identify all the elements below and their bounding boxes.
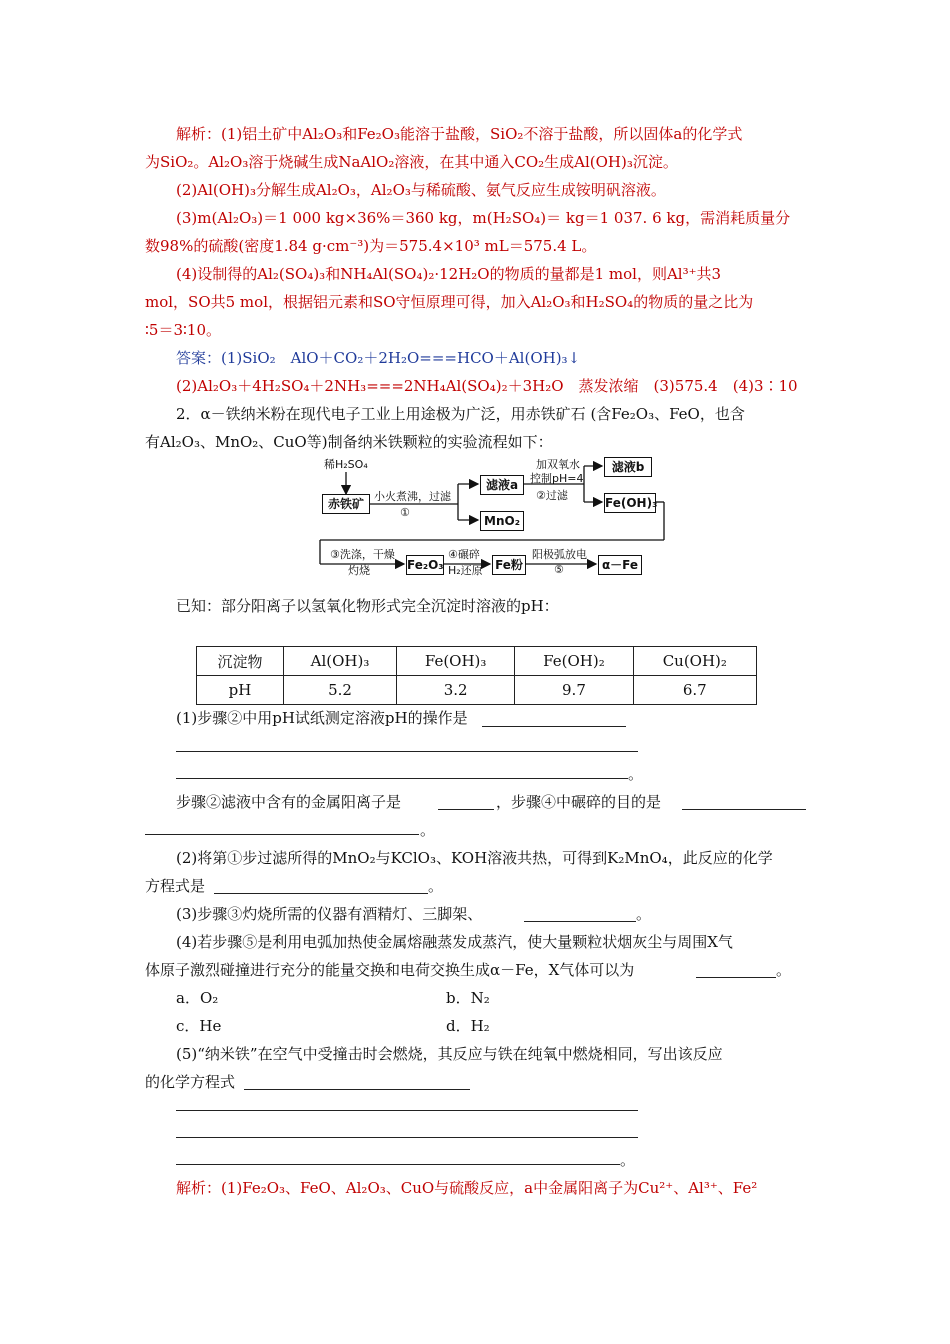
analysis-line: (3)m(Al₂O₃)＝1 000 kg×36%＝360 kg，m(H₂SO₄)＝ kg＝1 037. 6 kg，需消耗质量分	[176, 209, 791, 227]
table-header-cell: Fe(OH)₃	[396, 647, 514, 676]
flow-ore-box: 赤铁矿	[322, 494, 370, 514]
option-c[interactable]: c．He	[176, 1017, 222, 1035]
answer-blank[interactable]	[482, 725, 626, 727]
flow-fe2o3-box: Fe₂O₃	[406, 555, 444, 575]
answer-blank[interactable]	[438, 808, 494, 810]
table-header-cell: Al(OH)₃	[284, 647, 397, 676]
analysis-line: 解析：(1)铝土矿中Al₂O₃和Fe₂O₃能溶于盐酸，SiO₂不溶于盐酸，所以固体a的化学式	[176, 125, 743, 143]
flow-mno2-box: MnO₂	[480, 511, 524, 531]
table-cell: 5.2	[284, 676, 397, 705]
flow-step5-label: 阳极弧放电	[532, 548, 587, 561]
question-4-cont: 体原子激烈碰撞进行充分的能量交换和电荷交换生成α－Fe，X气体可以为	[145, 961, 635, 979]
flow-diagram	[300, 456, 670, 576]
option-b[interactable]: b．N₂	[446, 989, 490, 1007]
flow-feoh3-box: Fe(OH)₃	[604, 493, 656, 513]
analysis-line: (2)Al(OH)₃分解生成Al₂O₃，Al₂O₃与稀硫酸、氨气反应生成铵明矾溶液。	[176, 181, 666, 199]
flow-step2-label: ②过滤	[536, 489, 568, 502]
flow-step3-label: ③洗涤，干燥	[330, 548, 395, 561]
analysis-line: (4)设制得的Al₂(SO₄)₃和NH₄Al(SO₄)₂·12H₂O的物质的量都是1 mol，则Al³⁺共3	[176, 265, 722, 283]
option-a[interactable]: a．O₂	[176, 989, 219, 1007]
table-header-cell: Fe(OH)₂	[515, 647, 633, 676]
question-4: (4)若步骤⑤是利用电弧加热使金属熔融蒸发成蒸汽，使大量颗粒状烟灰尘与周围X气	[176, 933, 733, 951]
answer-blank[interactable]	[176, 1163, 620, 1165]
answer-line: 答案：(1)SiO₂ AlO＋CO₂＋2H₂O===HCO＋Al(OH)₃↓	[176, 349, 581, 367]
answer-blank[interactable]	[176, 1136, 638, 1138]
period: 。	[636, 905, 652, 923]
flow-step4-sub: H₂还原	[448, 564, 483, 577]
question-5: (5)“纳米铁”在空气中受撞击时会燃烧，其反应与铁在纯氧中燃烧相同，写出该反应	[176, 1045, 723, 1063]
table-row	[197, 676, 757, 705]
period: 。	[776, 961, 792, 979]
flow-ph-label: 控制pH=4	[530, 472, 584, 485]
question-intro: 2．α－铁纳米粉在现代电子工业上用途极为广泛，用赤铁矿石 (含Fe₂O₃、FeO，也含	[176, 405, 745, 423]
answer-blank[interactable]	[682, 808, 806, 810]
period: 。	[420, 821, 436, 839]
flow-step5-num: ⑤	[554, 563, 564, 576]
table-cell: 6.7	[633, 676, 756, 705]
question-1b: 步骤②滤液中含有的金属阳离子是	[176, 793, 402, 811]
flow-step1-label: 小火煮沸，过滤	[374, 490, 451, 503]
answer-blank[interactable]	[696, 976, 776, 978]
known-text: 已知：部分阳离子以氢氧化物形式完全沉淀时溶液的pH：	[176, 597, 559, 615]
analysis-line: mol，SO共5 mol，根据铝元素和SO守恒原理可得，加入Al₂O₃和H₂SO₄的物质的量之比为	[145, 293, 754, 311]
flow-h2o2-label: 加双氧水	[536, 458, 580, 471]
analysis-line: 为SiO₂。Al₂O₃溶于烧碱生成NaAlO₂溶液，在其中通入CO₂生成Al(OH)₃沉淀。	[145, 153, 678, 171]
analysis-line: ∶5＝3∶10。	[145, 321, 221, 339]
flow-alpha-fe-box: α－Fe	[598, 555, 642, 575]
table-header-cell: 沉淀物	[197, 647, 284, 676]
answer-line: (2)Al₂O₃＋4H₂SO₄＋2NH₃===2NH₄Al(SO₄)₂＋3H₂O 蒸发浓缩 (3)575.4 (4)3∶10	[176, 377, 798, 395]
question-3: (3)步骤③灼烧所需的仪器有酒精灯、三脚架、	[176, 905, 483, 923]
question-2-cont: 方程式是	[145, 877, 206, 895]
answer-blank[interactable]	[176, 777, 628, 779]
question-2: (2)将第①步过滤所得的MnO₂与KClO₃、KOH溶液共热，可得到K₂MnO₄，此反应的化学	[176, 849, 773, 867]
table-cell: pH	[197, 676, 284, 705]
question-5-cont: 的化学方程式	[145, 1073, 236, 1091]
option-d[interactable]: d．H₂	[446, 1017, 490, 1035]
table-cell: 9.7	[515, 676, 633, 705]
flow-fe-powder-box: Fe粉	[492, 555, 526, 575]
answer-blank[interactable]	[176, 1109, 638, 1111]
answer-blank[interactable]	[524, 920, 636, 922]
question-1: (1)步骤②中用pH试纸测定溶液pH的操作是	[176, 709, 468, 727]
analysis-line: 数98%的硫酸(密度1.84 g·cm⁻³)为＝575.4×10³ mL＝575.4 L。	[145, 237, 597, 255]
flow-step4-label: ④碾碎	[448, 548, 480, 561]
answer-blank[interactable]	[244, 1088, 470, 1090]
ph-table	[196, 646, 757, 705]
table-cell: 3.2	[396, 676, 514, 705]
flow-filtrate-a-box: 滤液a	[480, 475, 524, 495]
question-intro: 有Al₂O₃、MnO₂、CuO等)制备纳米铁颗粒的实验流程如下：	[145, 433, 553, 451]
flow-step3-sub: 灼烧	[348, 564, 370, 577]
flow-reagent: 稀H₂SO₄	[324, 458, 368, 471]
analysis-line: 解析：(1)Fe₂O₃、FeO、Al₂O₃、CuO与硫酸反应，a中金属阳离子为Cu²⁺、Al³⁺、Fe²	[176, 1179, 758, 1197]
period: 。	[620, 1151, 636, 1169]
question-1b-mid: ，步骤④中碾碎的目的是	[496, 793, 662, 811]
table-header-cell: Cu(OH)₂	[633, 647, 756, 676]
period: 。	[428, 877, 444, 895]
flow-filtrate-b-box: 滤液b	[604, 457, 652, 477]
answer-blank[interactable]	[214, 892, 428, 894]
flow-step1-num: ①	[400, 506, 410, 519]
period: 。	[628, 765, 644, 783]
answer-blank[interactable]	[176, 750, 638, 752]
answer-blank[interactable]	[145, 833, 419, 835]
table-header-row	[197, 647, 757, 676]
